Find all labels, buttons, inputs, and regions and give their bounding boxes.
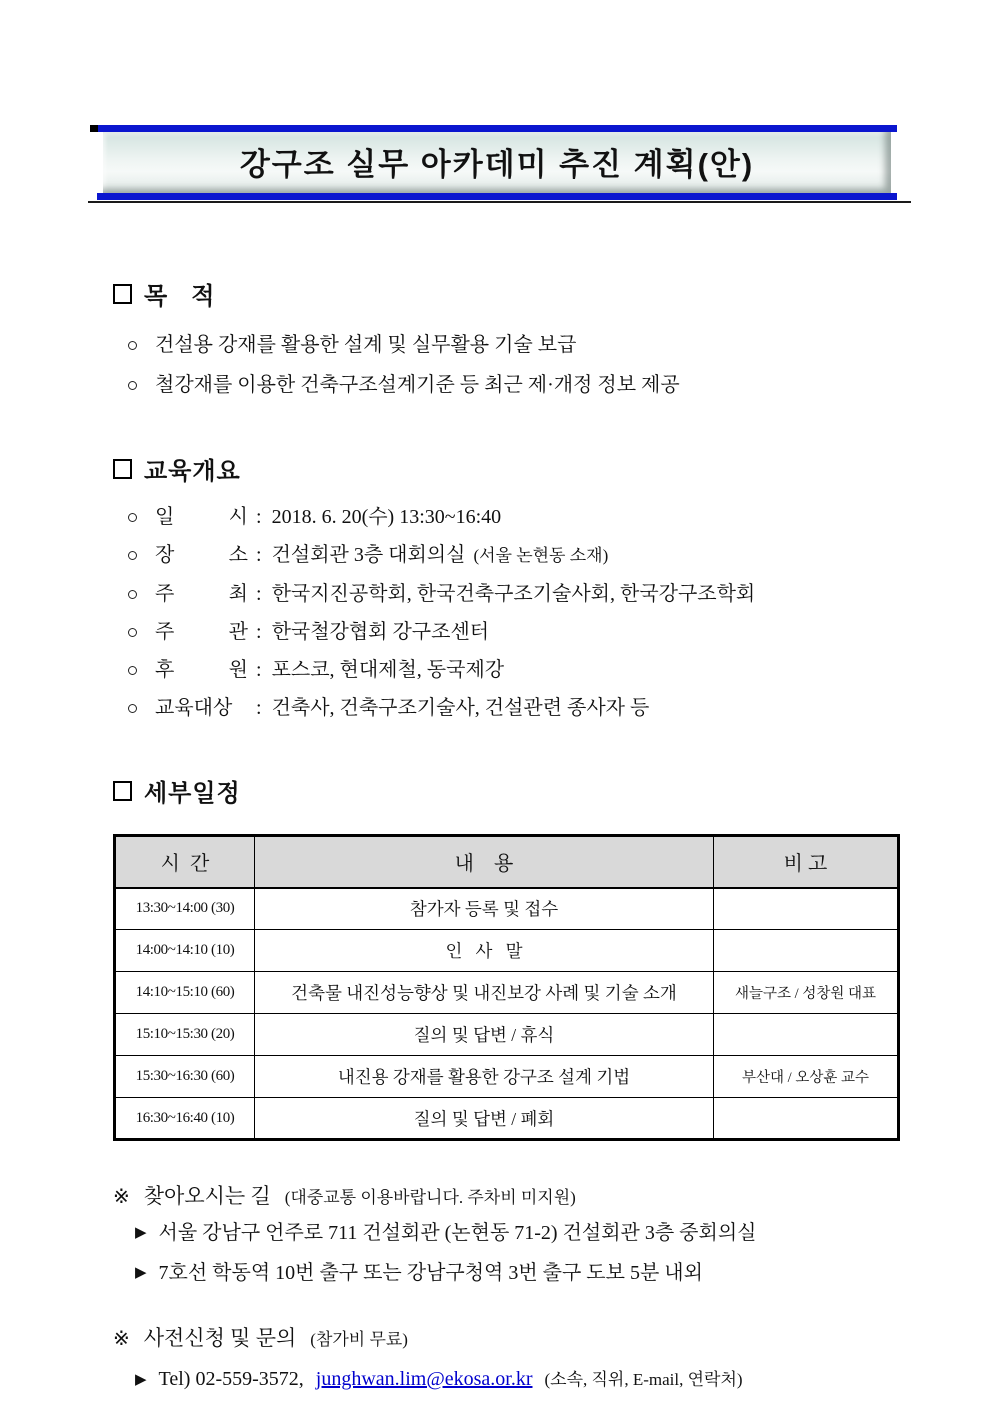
overview-item-colon: :	[256, 583, 262, 605]
overview-item-value: 포스코, 현대제철, 동국제강	[271, 659, 505, 681]
overview-item	[128, 689, 912, 727]
application-note: (참가비 무료)	[310, 1330, 408, 1349]
title-banner	[97, 125, 897, 200]
schedule-heading-label: 세부일정	[144, 780, 241, 807]
overview-item-colon: :	[256, 621, 262, 643]
overview-item	[128, 536, 912, 575]
cell-content: 건축물 내진성능향상 및 내진보강 사례 및 기술 소개	[255, 972, 714, 1014]
overview-item	[128, 651, 912, 689]
table-row	[115, 1056, 899, 1098]
overview-item	[128, 498, 912, 536]
table-row	[115, 972, 899, 1014]
cell-remark	[714, 1014, 899, 1056]
circle-bullet-icon	[128, 590, 137, 599]
purpose-item-text: 철강재를 이용한 건축구조설계기준 등 최근 제·개정 정보 제공	[155, 374, 680, 396]
section-heading-schedule	[113, 773, 992, 808]
cell-content: 질의 및 답변 / 휴식	[255, 1014, 714, 1056]
cell-time: 15:10~15:30 (20)	[115, 1014, 255, 1056]
application-contact-line	[135, 1359, 992, 1400]
cell-content: 내진용 강재를 활용한 강구조 설계 기법	[255, 1056, 714, 1098]
cell-content: 참가자 등록 및 접수	[255, 888, 714, 930]
directions-heading: 찾아오시는 길	[143, 1184, 271, 1208]
circle-bullet-icon	[128, 704, 137, 713]
table-row	[115, 1014, 899, 1056]
col-header-time: 시 간	[115, 836, 255, 888]
arrow-bullet-icon: ▶	[135, 1265, 147, 1281]
section-heading-overview	[113, 451, 992, 486]
overview-item-label: 주 최	[155, 583, 248, 605]
square-bullet-icon	[113, 284, 132, 304]
contact-email-link[interactable]: junghwan.lim@ekosa.or.kr	[315, 1368, 533, 1390]
directions-line	[135, 1253, 992, 1293]
overview-item	[128, 613, 912, 651]
overview-item-value: 건축사, 건축구조기술사, 건설관련 종사자 등	[271, 697, 650, 719]
arrow-bullet-icon: ▶	[135, 1371, 147, 1388]
cell-time: 14:00~14:10 (10)	[115, 930, 255, 972]
purpose-item	[128, 365, 912, 405]
overview-item-note: (서울 논현동 소재)	[473, 546, 609, 565]
cell-remark	[714, 1098, 899, 1140]
purpose-item-text: 건설용 강재를 활용한 설계 및 실무활용 기술 보급	[155, 334, 577, 356]
application-heading-line	[113, 1323, 992, 1355]
overview-item-value: 한국철강협회 강구조센터	[271, 621, 490, 643]
overview-item-label: 일 시	[155, 506, 248, 528]
schedule-table	[113, 834, 900, 1141]
table-row	[115, 888, 899, 930]
directions-heading-line	[113, 1181, 992, 1213]
reference-mark-icon: ※	[113, 1328, 130, 1350]
square-bullet-icon	[113, 459, 132, 479]
application-heading: 사전신청 및 문의	[143, 1326, 297, 1350]
page-title: 강구조 실무 아카데미 추진 계획(안)	[239, 147, 755, 182]
overview-item-value: 건설회관 3층 대회의실	[271, 544, 466, 566]
overview-item-value: 한국지진공학회, 한국건축구조기술사회, 한국강구조학회	[271, 583, 756, 605]
col-header-remark: 비 고	[714, 836, 899, 888]
reference-mark-icon: ※	[113, 1186, 130, 1208]
overview-item-value: 2018. 6. 20(수) 13:30~16:40	[271, 506, 502, 528]
directions-line-text: 7호선 학동역 10번 출구 또는 강남구청역 3번 출구 도보 5분 내외	[158, 1262, 703, 1284]
contact-suffix: (소속, 직위, E-mail, 연락처)	[544, 1370, 743, 1389]
circle-bullet-icon	[128, 513, 137, 522]
cell-time: 14:10~15:10 (60)	[115, 972, 255, 1014]
overview-item-colon: :	[256, 697, 262, 719]
cell-time: 16:30~16:40 (10)	[115, 1098, 255, 1140]
circle-bullet-icon	[128, 341, 137, 350]
cell-time: 15:30~16:30 (60)	[115, 1056, 255, 1098]
overview-item-label: 교육대상	[155, 697, 233, 719]
circle-bullet-icon	[128, 381, 137, 390]
arrow-bullet-icon: ▶	[135, 1225, 147, 1241]
overview-heading-label: 교육개요	[144, 458, 241, 485]
cell-remark	[714, 930, 899, 972]
overview-item	[128, 575, 912, 613]
directions-note: (대중교통 이용바랍니다. 주차비 미지원)	[284, 1188, 576, 1207]
overview-item-colon: :	[256, 544, 262, 566]
table-row	[115, 930, 899, 972]
overview-item-label: 후 원	[155, 659, 248, 681]
cell-time: 13:30~14:00 (30)	[115, 888, 255, 930]
directions-line	[135, 1213, 992, 1253]
cell-remark: 새늘구조 / 성창원 대표	[714, 972, 899, 1014]
title-banner-band	[103, 132, 891, 193]
cell-remark	[714, 888, 899, 930]
square-bullet-icon	[113, 781, 132, 801]
overview-item-colon: :	[256, 506, 262, 528]
overview-item-label: 장 소	[155, 544, 248, 566]
col-header-content: 내 용	[255, 836, 714, 888]
section-heading-purpose	[113, 276, 992, 311]
purpose-heading-label: 목 적	[144, 283, 216, 310]
overview-list	[0, 498, 992, 727]
cell-remark: 부산대 / 오상훈 교수	[714, 1056, 899, 1098]
overview-item-colon: :	[256, 659, 262, 681]
directions-line-text: 서울 강남구 언주로 711 건설회관 (논현동 71-2) 건설회관 3층 중회의실	[158, 1222, 757, 1244]
overview-item-label: 주 관	[155, 621, 248, 643]
circle-bullet-icon	[128, 666, 137, 675]
circle-bullet-icon	[128, 551, 137, 560]
circle-bullet-icon	[128, 628, 137, 637]
cell-content: 인 사 말	[255, 930, 714, 972]
table-row	[115, 1098, 899, 1140]
contact-phone: Tel) 02-559-3572,	[158, 1368, 304, 1390]
purpose-list	[0, 325, 992, 405]
schedule-header-row	[115, 836, 899, 888]
purpose-item	[128, 325, 912, 365]
cell-content: 질의 및 답변 / 폐회	[255, 1098, 714, 1140]
